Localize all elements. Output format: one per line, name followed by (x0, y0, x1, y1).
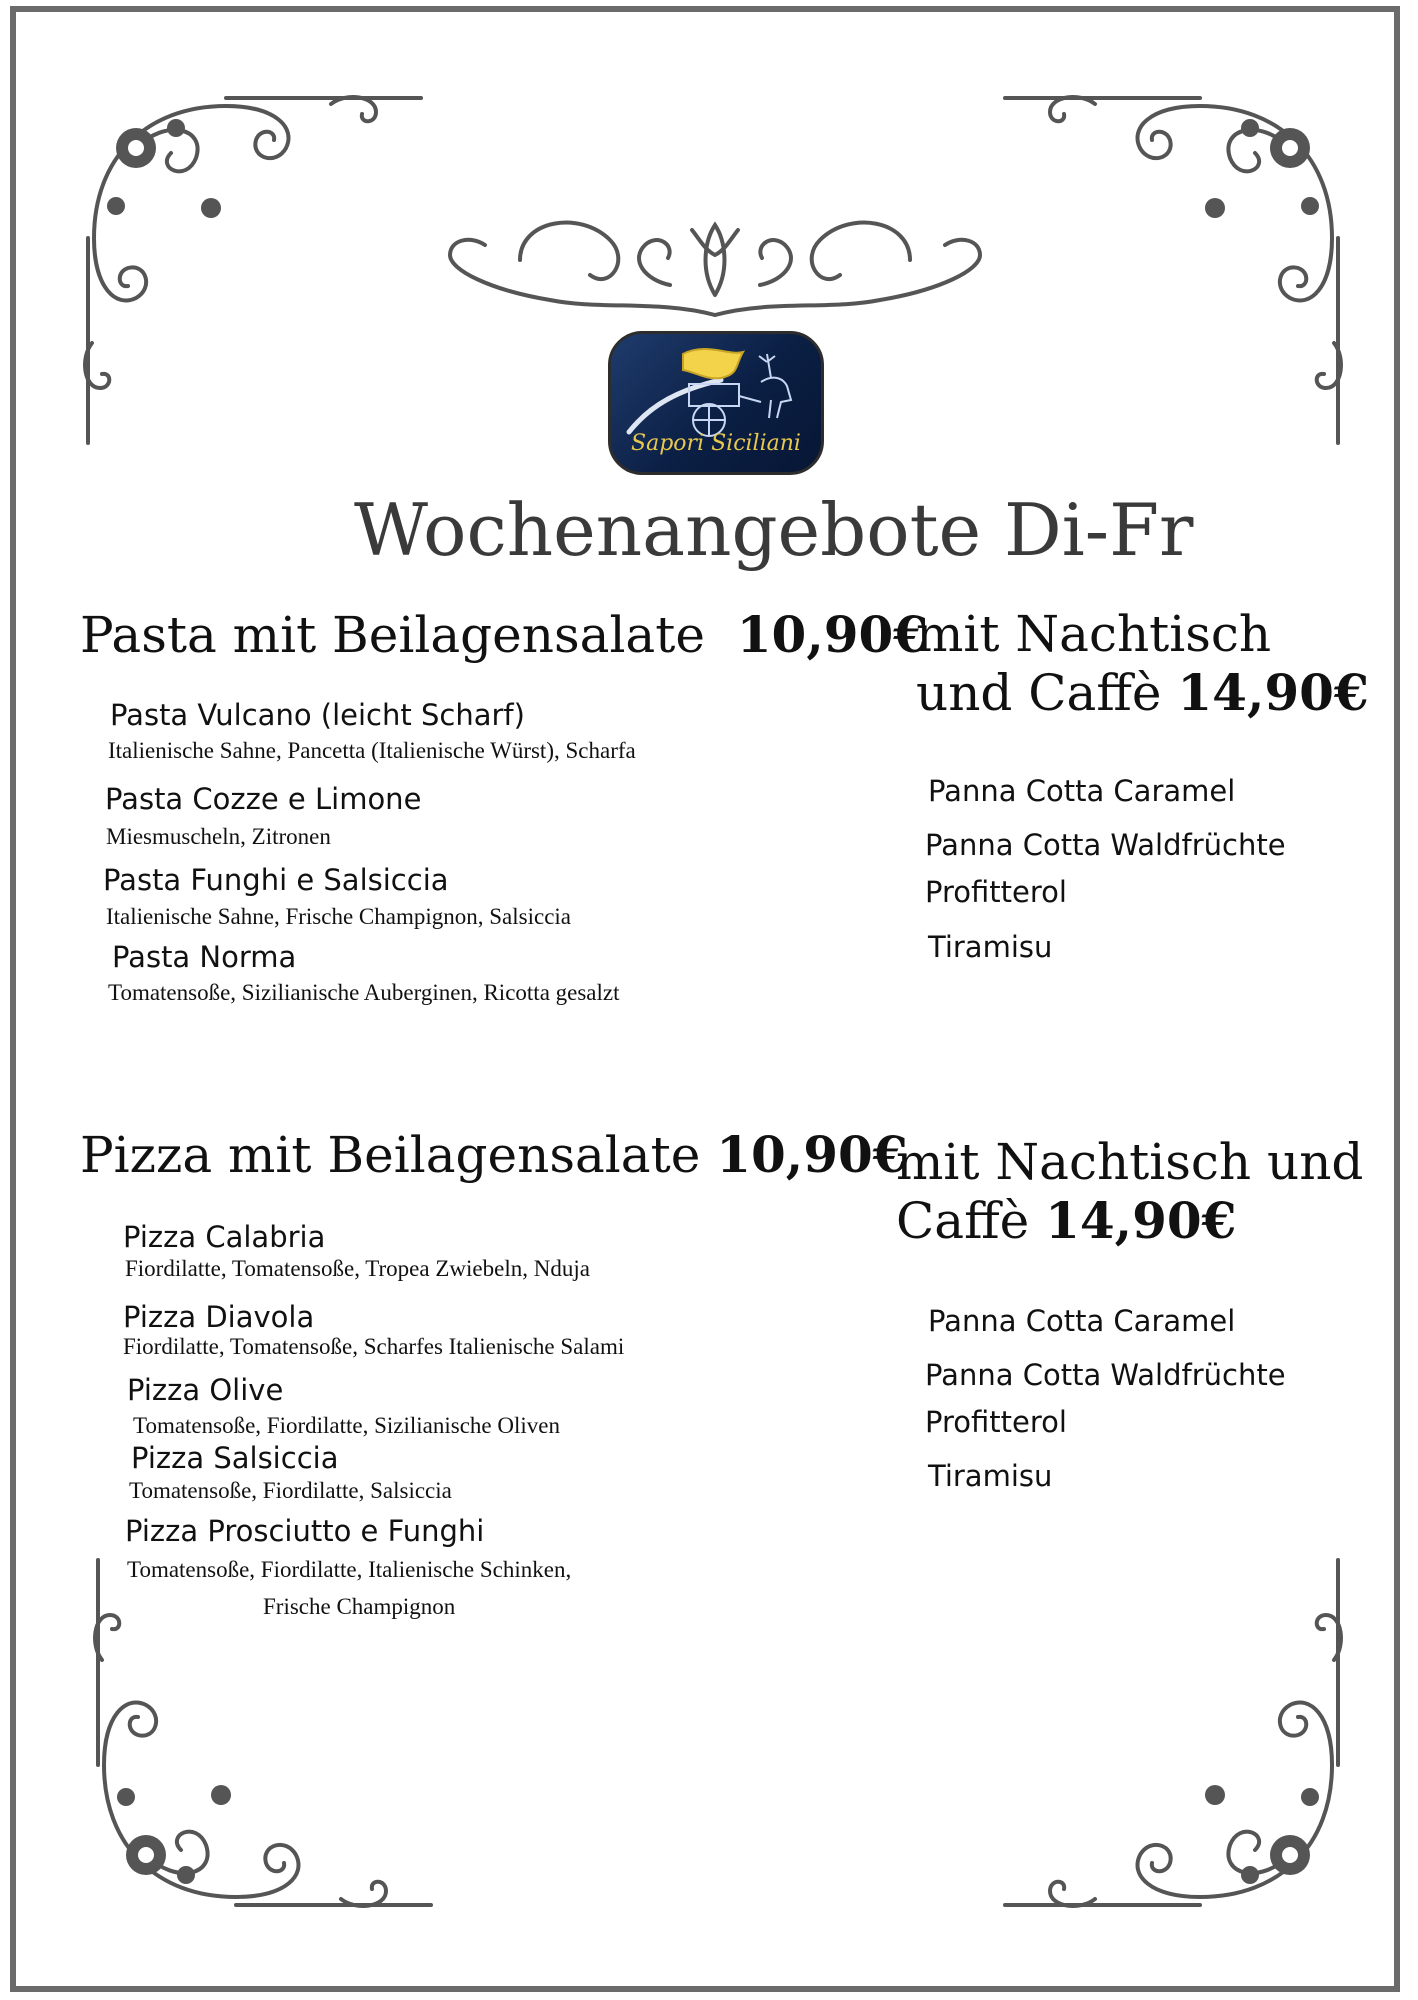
menu-item-name: Pizza Diavola (123, 1300, 315, 1334)
dessert-item: Profitterol (925, 875, 1067, 909)
pizza-heading-label: Pizza mit Beilagensalate (80, 1126, 701, 1184)
menu-item-desc: Tomatensoße, Fiordilatte, Sizilianische Oliven (133, 1413, 560, 1438)
dessert-item: Panna Cotta Waldfrüchte (925, 1358, 1286, 1392)
pasta-dessert-line1: mit Nachtisch (916, 605, 1272, 663)
menu-item-desc: Tomatensoße, Fiordilatte, Italienische Schinken, (127, 1557, 572, 1582)
corner-ornament-top-right (990, 88, 1350, 448)
menu-item-desc: Fiordilatte, Tomatensoße, Tropea Zwiebeln, Nduja (125, 1256, 590, 1281)
logo-text: Sapori Siciliani (631, 431, 801, 456)
menu-item-desc: Italienische Sahne, Frische Champignon, Salsiccia (106, 904, 571, 929)
pasta-dessert-heading (916, 606, 1369, 722)
pasta-heading-label: Pasta mit Beilagensalate (80, 606, 705, 664)
pizza-heading (80, 1126, 908, 1185)
pizza-dessert-price: 14,90€ (1045, 1190, 1237, 1250)
dessert-item: Panna Cotta Caramel (928, 1304, 1236, 1338)
menu-item-name: Pizza Salsiccia (131, 1441, 339, 1475)
menu-item-name: Pizza Calabria (123, 1220, 326, 1254)
menu-item-name: Pasta Cozze e Limone (105, 782, 422, 816)
pizza-dessert-line2: Caffè (896, 1191, 1030, 1250)
dessert-item: Panna Cotta Waldfrüchte (925, 828, 1286, 862)
menu-item-desc: Italienische Sahne, Pancetta (Italienische Würst), Scharfa (108, 738, 636, 763)
menu-item-name: Pizza Prosciutto e Funghi (125, 1514, 485, 1548)
pizza-dessert-line1: mit Nachtisch und (896, 1133, 1364, 1191)
dessert-item: Panna Cotta Caramel (928, 774, 1236, 808)
pasta-dessert-line2: und Caffè (916, 663, 1162, 722)
dessert-item: Tiramisu (928, 1459, 1053, 1493)
menu-item-name: Pasta Norma (112, 940, 297, 974)
menu-item-desc: Miesmuscheln, Zitronen (106, 824, 331, 849)
menu-item-desc: Tomatensoße, Fiordilatte, Salsiccia (129, 1478, 452, 1503)
pasta-heading (80, 606, 928, 665)
corner-ornament-bottom-right (990, 1555, 1350, 1915)
corner-ornament-top-left (76, 88, 436, 448)
dessert-item: Tiramisu (928, 930, 1053, 964)
menu-item-desc: Fiordilatte, Tomatensoße, Scharfes Italienische Salami (123, 1334, 625, 1359)
title-flourish (430, 200, 1000, 330)
page-title: Wochenangebote Di-Fr (354, 488, 1194, 572)
menu-item-name: Pasta Funghi e Salsiccia (103, 863, 449, 897)
pasta-price: 10,90€ (736, 605, 929, 664)
pasta-dessert-price: 14,90€ (1177, 662, 1369, 722)
menu-item-name: Pasta Vulcano (leicht Scharf) (110, 698, 525, 732)
dessert-item: Profitterol (925, 1405, 1067, 1439)
restaurant-logo (608, 331, 824, 475)
menu-item-desc-continued: Frische Champignon (263, 1594, 456, 1619)
pizza-dessert-heading (896, 1134, 1363, 1250)
menu-item-name: Pizza Olive (127, 1373, 284, 1407)
pizza-price: 10,90€ (716, 1125, 908, 1184)
menu-item-desc: Tomatensoße, Sizilianische Auberginen, Ricotta gesalzt (108, 980, 620, 1005)
